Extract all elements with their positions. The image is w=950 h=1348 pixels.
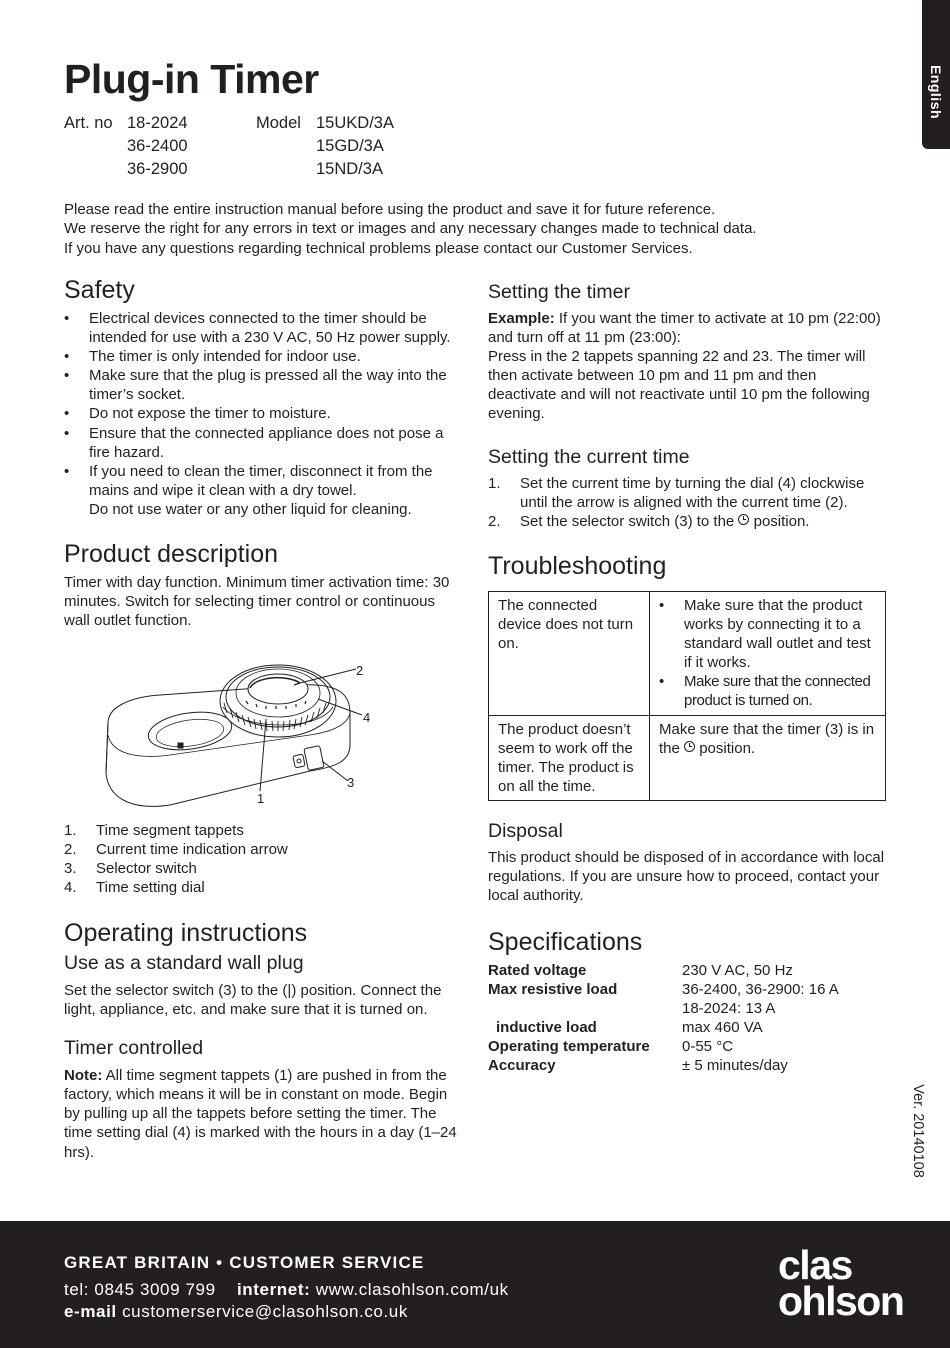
safety-item-text: Do not use water or any other liquid for cleaning. (89, 500, 412, 518)
art-numbers (127, 112, 188, 181)
operating-section (64, 919, 464, 1162)
art-number: 36-2900 (127, 160, 188, 178)
model-label: Model (256, 114, 301, 132)
safety-item: • Do not expose the timer to moisture. (64, 404, 464, 423)
tel-number[interactable]: 0845 3009 799 (94, 1280, 216, 1299)
safety-item-text: If you need to clean the timer, disconnect it from the mains and wipe it clean with a dry towel. (89, 462, 433, 499)
version-label: Ver. 20140108 (910, 1084, 926, 1178)
setting-timer-heading: Setting the timer (488, 281, 630, 303)
art-label: Art. no (64, 114, 113, 132)
troubleshooting-section (488, 552, 888, 801)
safety-item (64, 462, 464, 519)
setting-timer-text: Press in the 2 tappets spanning 22 and 23. The timer will then activate between 10 pm and 11 pm and then deactivate and will not reactivate until 10 pm the following evening. (488, 348, 870, 423)
table-row (489, 592, 886, 716)
solution-item: • Make sure that the connected product is turned on. (659, 672, 877, 710)
footer (0, 1221, 950, 1348)
setting-timer-section (488, 281, 888, 424)
specifications-section (488, 928, 888, 1076)
example-label: Example: (488, 310, 555, 327)
callout-4: 4 (363, 710, 371, 725)
callout-3: 3 (347, 775, 355, 790)
footer-heading: GREAT BRITAIN • CUSTOMER SERVICE (64, 1253, 425, 1272)
note-label: Note: (64, 1067, 103, 1085)
product-heading: Product description (64, 540, 279, 568)
setting-time-step: 2. Set the selector switch (3) to the position. (488, 513, 810, 531)
parts-item: 1. Time segment tappets (64, 822, 244, 839)
safety-heading: Safety (64, 276, 135, 304)
safety-item: • Make sure that the plug is pressed all the way into the timer’s socket. (64, 366, 464, 404)
wall-plug-text: Set the selector switch (3) to the (|) position. Connect the light, appliance, etc. and make sure that it is turned on. (64, 982, 442, 1019)
spec-row: Rated voltage 230 V AC, 50 Hz (488, 962, 793, 979)
setting-time-step: 1. Set the current time by turning the dial (4) clockwise until the arrow is aligned with the current time (2). (488, 475, 865, 512)
setting-time-heading: Setting the current time (488, 446, 690, 468)
note-text: All time segment tappets (1) are pushed in from the factory, which means it will be in constant on mode. Begin by pulling up all the tappets before setting the timer. The time setting dial (4) is marked with the hours in a day (1–24 hrs). (64, 1067, 457, 1161)
solution-list (659, 596, 877, 711)
spec-row: 18-2024: 13 A (682, 1000, 776, 1018)
solution-cell (650, 592, 886, 716)
intro-line: We reserve the right for any errors in text or images and any necessary changes made to technical data. (64, 220, 757, 238)
problem-cell: The product doesn’t seem to work off the timer. The product is on all the time. (489, 715, 650, 800)
callout-2: 2 (356, 663, 364, 678)
timer-controlled-heading: Timer controlled (64, 1037, 204, 1060)
timer-controlled-text (64, 1066, 464, 1161)
setting-timer-example (488, 309, 888, 347)
language-tab (922, 0, 950, 149)
operating-heading: Operating instructions (64, 919, 308, 947)
logo-line: clas (778, 1242, 852, 1288)
language-label: English (928, 64, 944, 120)
intro-text (64, 200, 864, 258)
setting-time-steps (488, 474, 888, 531)
example-text: If you want the timer to activate at 10 pm (22:00) and turn off at 11 pm (23:00): (488, 310, 881, 347)
parts-item: 4. Time setting dial (64, 879, 205, 897)
disposal-heading: Disposal (488, 820, 563, 842)
solution-item: • Make sure that the product works by connecting it to a standard wall outlet and test if it works. (659, 596, 877, 672)
tel-label: tel: (64, 1280, 90, 1299)
setting-time-section (488, 446, 888, 531)
troubleshooting-heading: Troubleshooting (488, 552, 667, 580)
page-title: Plug-in Timer (64, 56, 319, 102)
solution-cell: Make sure that the timer (3) is in the position. (650, 715, 886, 800)
callout-1: 1 (257, 791, 265, 806)
model-numbers (316, 112, 394, 181)
model-number: 15GD/3A (316, 137, 384, 155)
spec-row: Max resistive load 36-2400, 36-2900: 16 A (488, 981, 839, 999)
safety-list (64, 309, 464, 519)
footer-email-line (64, 1302, 408, 1322)
spec-row: Operating temperature 0-55 °C (488, 1038, 734, 1056)
parts-list (64, 821, 464, 897)
clock-icon (738, 514, 749, 525)
email-link[interactable]: customerservice@clasohlson.co.uk (122, 1302, 408, 1321)
safety-section (64, 276, 464, 519)
safety-item: • Ensure that the connected appliance does not pose a fire hazard. (64, 424, 464, 462)
timer-illustration (100, 655, 380, 815)
email-label: e-mail (64, 1302, 117, 1321)
safety-item: • Electrical devices connected to the timer should be intended for use with a 230 V AC, 50 Hz power supply. (64, 309, 464, 347)
website-link[interactable]: www.clasohlson.com/uk (315, 1280, 509, 1299)
parts-item: 2. Current time indication arrow (64, 841, 288, 859)
parts-item: 3. Selector switch (64, 860, 197, 878)
product-section (64, 540, 464, 630)
troubleshooting-table (488, 591, 886, 801)
problem-cell: The connected device does not turn on. (489, 592, 650, 716)
brand-logo (778, 1242, 904, 1324)
model-number: 15UKD/3A (316, 114, 394, 132)
disposal-text: This product should be disposed of in accordance with local regulations. If you are unsure how to proceed, contact your local authority. (488, 849, 885, 905)
logo-line: ohlson (778, 1278, 904, 1324)
art-number: 36-2400 (127, 137, 188, 155)
specifications-table (488, 961, 888, 1076)
table-row (489, 715, 886, 800)
safety-item: • The timer is only intended for indoor use. (64, 347, 464, 366)
clock-icon (684, 741, 695, 752)
model-number: 15ND/3A (316, 160, 383, 178)
art-number: 18-2024 (127, 114, 188, 132)
product-text: Timer with day function. Minimum timer activation time: 30 minutes. Switch for selecting timer control or continuous wall outlet function. (64, 574, 450, 630)
spec-row: Accuracy ± 5 minutes/day (488, 1057, 788, 1075)
plug-timer-icon (100, 655, 380, 815)
specifications-heading: Specifications (488, 928, 643, 956)
disposal-section (488, 820, 888, 905)
intro-line: Please read the entire instruction manual before using the product and save it for future reference. (64, 201, 716, 218)
spec-row: inductive load max 460 VA (496, 1019, 763, 1037)
internet-label: internet: (236, 1280, 311, 1299)
footer-contact-line (64, 1280, 509, 1300)
intro-line: If you have any questions regarding technical problems please contact our Customer Services. (64, 239, 693, 257)
wall-plug-heading: Use as a standard wall plug (64, 952, 304, 974)
